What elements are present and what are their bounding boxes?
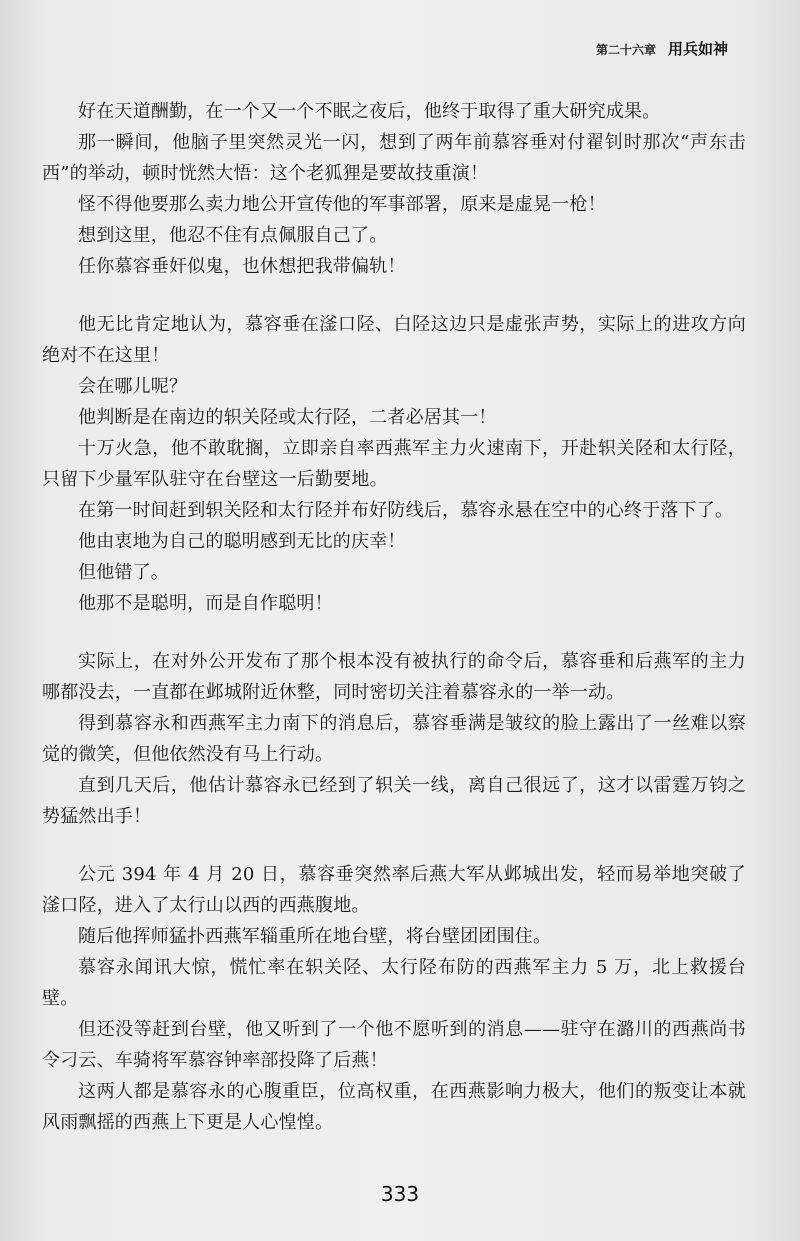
paragraph: 他无比肯定地认为，慕容垂在滏口陉、白陉这边只是虚张声势，实际上的进攻方向绝对不在这里！ <box>42 314 746 366</box>
paragraph: 这两人都是慕容永的心腹重臣，位高权重，在西燕影响力极大，他们的叛变让本就风雨飘摇的西燕上下更是人心惶惶。 <box>42 1081 746 1133</box>
paragraph: 但还没等赶到台壁，他又听到了一个他不愿听到的消息——驻守在潞川的西燕尚书令刁云、车骑将军慕容钟率部投降了后燕！ <box>42 1019 746 1071</box>
paragraph: 他由衷地为自己的聪明感到无比的庆幸！ <box>78 531 406 552</box>
paragraph: 在第一时间赶到轵关陉和太行陉并布好防线后，慕容永悬在空中的心终于落下了。 <box>78 500 734 521</box>
paragraph: 公元 394 年 4 月 20 日，慕容垂突然率后燕大军从邺城出发，轻而易举地突破了滏口陉，进入了太行山以西的西燕腹地。 <box>42 864 746 916</box>
paragraph: 他那不是聪明，而是自作聪明！ <box>78 593 333 614</box>
paragraph: 怪不得他要那么卖力地公开宣传他的军事部署，原来是虚晃一枪！ <box>78 194 606 215</box>
paragraph: 慕容永闻讯大惊，慌忙率在轵关陉、太行陉布防的西燕军主力 5 万，北上救援台壁。 <box>42 957 746 1009</box>
page-number: 333 <box>380 1182 420 1206</box>
section-break <box>42 282 746 309</box>
paragraph: 想到这里，他忍不住有点佩服自己了。 <box>78 225 388 246</box>
paragraph: 好在天道酬勤，在一个又一个不眠之夜后，他终于取得了重大研究成果。 <box>78 101 661 122</box>
paragraph: 随后他挥师猛扑西燕军辎重所在地台壁，将台壁团团围住。 <box>78 926 552 947</box>
paragraph: 但他错了。 <box>78 562 169 583</box>
running-header <box>596 38 728 59</box>
paragraph: 实际上，在对外公开发布了那个根本没有被执行的命令后，慕容垂和后燕军的主力哪都没去，一直都在邺城附近休整，同时密切关注着慕容永的一举一动。 <box>42 651 746 703</box>
chapter-title: 用兵如神 <box>667 40 728 58</box>
body-text <box>42 96 746 1138</box>
chapter-number: 第二十六章 <box>595 43 656 57</box>
paragraph: 得到慕容永和西燕军主力南下的消息后，慕容垂满是皱纹的脸上露出了一丝难以察觉的微笑，但他依然没有马上行动。 <box>42 713 746 765</box>
paragraph: 直到几天后，他估计慕容永已经到了轵关一线，离自己很远了，这才以雷霆万钧之势猛然出手！ <box>42 775 746 827</box>
paragraph: 那一瞬间，他脑子里突然灵光一闪，想到了两年前慕容垂对付翟钊时那次“声东击西”的举动，顿时恍然大悟：这个老狐狸是要故技重演！ <box>42 132 746 184</box>
section-break <box>42 619 746 646</box>
paragraph: 任你慕容垂奸似鬼，也休想把我带偏轨！ <box>78 256 406 277</box>
paragraph: 他判断是在南边的轵关陉或太行陉，二者必居其一！ <box>78 407 497 428</box>
paragraph: 会在哪儿呢？ <box>78 376 188 397</box>
section-break <box>42 832 746 859</box>
paragraph: 十万火急，他不敢耽搁，立即亲自率西燕军主力火速南下，开赴轵关陉和太行陉，只留下少量军队驻守在台壁这一后勤要地。 <box>42 438 746 490</box>
